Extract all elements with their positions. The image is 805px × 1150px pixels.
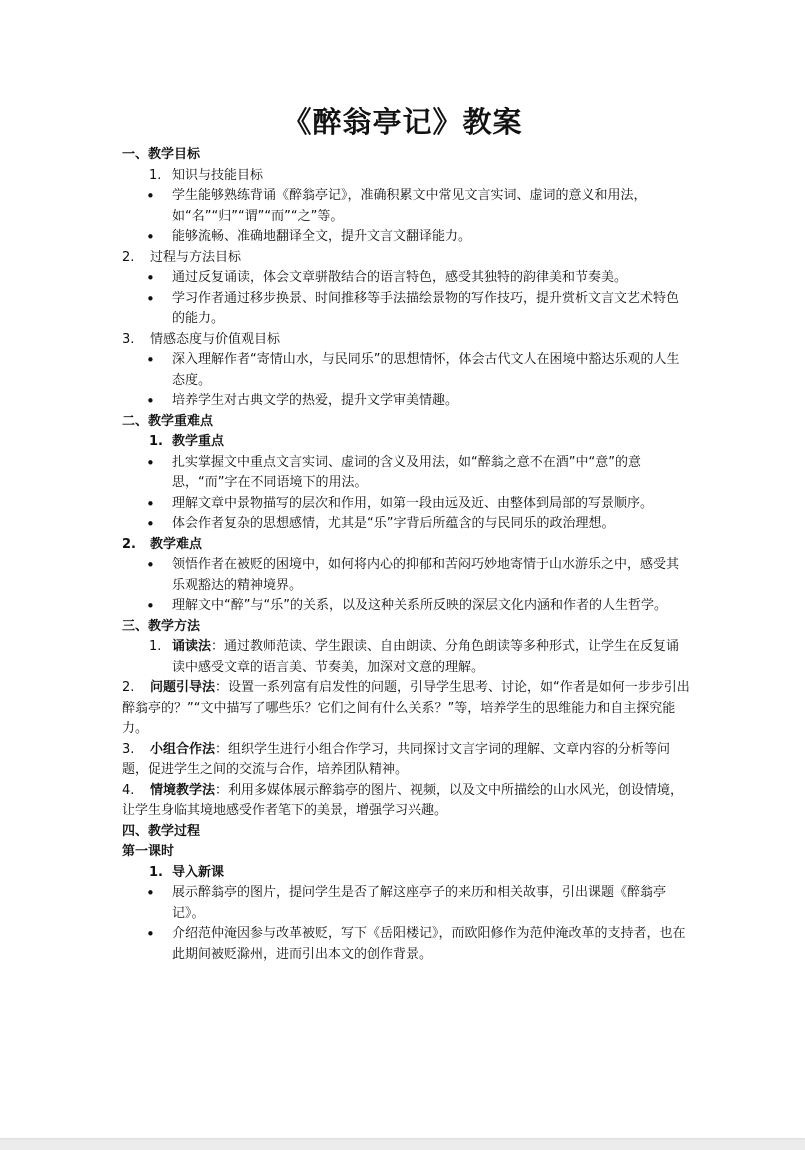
item-number: 2. <box>122 680 135 695</box>
item-number: 3. <box>122 741 135 757</box>
section-heading-key-points: 二、教学重难点 <box>122 413 214 429</box>
numbered-item <box>122 535 690 556</box>
bullet-text: 体会作者复杂的思想感情，尤其是“乐”字背后所蕴含的与民同乐的政治理想。 <box>172 516 615 531</box>
method-text: ：设置一系列富有启发性的问题，引导学生思考、讨论，如“作者是如何一步步引出醉翁亭的？”“文中描写了哪些乐？它们之间有什么关系？”等，培养学生的思维能力和自主探究能力。 <box>122 680 690 736</box>
bullet-item <box>122 453 690 494</box>
lesson-heading: 第一课时 <box>122 844 175 859</box>
bullet-text: 理解文章中景物描写的层次和作用，如第一段由远及近、由整体到局部的写景顺序。 <box>172 495 654 511</box>
method-label: 诵读法 <box>172 639 212 654</box>
bullet-icon: • <box>146 515 155 533</box>
bullet-icon: • <box>146 269 155 287</box>
bullet-icon: • <box>146 351 155 369</box>
bullet-item <box>122 227 690 248</box>
bullet-text: 能够流畅、准确地翻译全文，提升文言文翻译能力。 <box>172 229 472 244</box>
bullet-icon: • <box>146 187 155 205</box>
section-heading-objectives: 一、教学目标 <box>122 147 201 162</box>
method-text: ：利用多媒体展示醉翁亭的图片、视频，以及文中所描绘的山水风光，创设情境，让学生身临其境地感受作者笔下的美景，增强学习兴趣。 <box>122 782 684 818</box>
bullet-text: 学生能够熟练背诵《醉翁亭记》，准确积累文中常见文言实词、虚词的意义和用法，如“名”“归”“谓”“而”“之”等。 <box>172 188 647 224</box>
bullet-icon: • <box>146 925 155 943</box>
bullet-text: 通过反复诵读，体会文章骈散结合的语言特色，感受其独特的韵律美和节奏美。 <box>172 270 628 285</box>
numbered-item <box>122 863 690 884</box>
bullet-text: 深入理解作者“寄情山水，与民同乐”的思想情怀，体会古代文人在困境中豁达乐观的人生态度。 <box>172 352 680 388</box>
bullet-item <box>122 924 690 965</box>
method-label: 情境教学法 <box>150 782 216 798</box>
section-heading-methods: 三、教学方法 <box>122 618 201 634</box>
item-number: 1. <box>149 639 162 654</box>
bullet-item <box>122 186 690 227</box>
item-number: 1. <box>149 864 163 880</box>
bullet-text: 介绍范仲淹因参与改革被贬，写下《岳阳楼记》，而欧阳修作为范仲淹改革的支持者，也在此期间被贬滁州，进而引出本文的创作背景。 <box>172 926 686 962</box>
item-number: 2. <box>122 249 135 265</box>
item-label: 情感态度与价值观目标 <box>150 331 281 347</box>
bullet-text: 培养学生对古典文学的热爱，提升文学审美情趣。 <box>172 393 459 408</box>
bullet-text: 理解文中“醉”与“乐”的关系，以及这种关系所反映的深层文化内涵和作者的人生哲学。 <box>172 598 667 613</box>
bullet-icon: • <box>146 884 155 902</box>
method-item <box>122 781 690 822</box>
bullet-item <box>122 555 690 596</box>
numbered-item <box>122 330 690 351</box>
item-label: 过程与方法目标 <box>150 249 242 265</box>
bullet-text: 领悟作者在被贬的困境中，如何将内心的抑郁和苦闷巧妙地寄情于山水游乐之中，感受其乐观豁达的精神境界。 <box>172 557 680 593</box>
method-label: 小组合作法 <box>150 741 216 757</box>
item-label: 教学难点 <box>150 536 203 552</box>
item-number: 1. <box>149 167 162 183</box>
item-label: 导入新课 <box>172 864 225 880</box>
bullet-text: 学习作者通过移步换景、时间推移等手法描绘景物的写作技巧，提升赏析文言文艺术特色的能力。 <box>172 290 680 326</box>
bullet-icon: • <box>146 289 155 308</box>
method-text: ：通过教师范读、学生跟读、自由朗读、分角色朗读等多种形式，让学生在反复诵读中感受文章的语言美、节奏美，加深对文意的理解。 <box>172 639 680 675</box>
bullet-text: 展示醉翁亭的图片，提问学生是否了解这座亭子的来历和相关故事，引出课题《醉翁亭记》。 <box>172 885 667 921</box>
numbered-item <box>122 432 690 453</box>
item-number: 2. <box>122 536 136 552</box>
bullet-icon: • <box>146 494 155 513</box>
bullet-icon: • <box>146 556 155 574</box>
bullet-icon: • <box>146 453 155 472</box>
bullet-icon: • <box>146 228 155 246</box>
bullet-text: 扎实掌握文中重点文言实词、虚词的含义及用法，如“醉翁之意不在酒”中“意”的意思，“而”字在不同语境下的用法。 <box>172 454 641 490</box>
method-item <box>122 678 690 740</box>
page-title: 《醉翁亭记》教案 <box>282 105 523 139</box>
bullet-item <box>122 883 690 924</box>
numbered-item <box>122 248 690 269</box>
item-label: 教学重点 <box>172 434 225 449</box>
bullet-item <box>122 289 690 330</box>
method-item <box>122 740 690 781</box>
bullet-item <box>122 391 690 412</box>
item-number: 1. <box>149 434 163 449</box>
method-item <box>122 637 690 678</box>
method-label: 问题引导法 <box>150 680 216 695</box>
bullet-item <box>122 350 690 391</box>
section-heading-process: 四、教学过程 <box>122 823 201 839</box>
item-number: 3. <box>122 331 135 347</box>
bullet-item <box>122 494 690 515</box>
item-label: 知识与技能目标 <box>172 167 264 183</box>
item-number: 4. <box>122 782 135 798</box>
bullet-icon: • <box>146 392 155 410</box>
bullet-item <box>122 268 690 289</box>
method-text: ：组织学生进行小组合作学习，共同探讨文言字词的理解、文章内容的分析等问题，促进学生之间的交流与合作，培养团队精神。 <box>122 741 671 777</box>
bullet-item <box>122 514 690 535</box>
bullet-item <box>122 596 690 617</box>
bullet-icon: • <box>146 597 155 615</box>
document-body <box>122 145 690 965</box>
numbered-item <box>122 166 690 187</box>
